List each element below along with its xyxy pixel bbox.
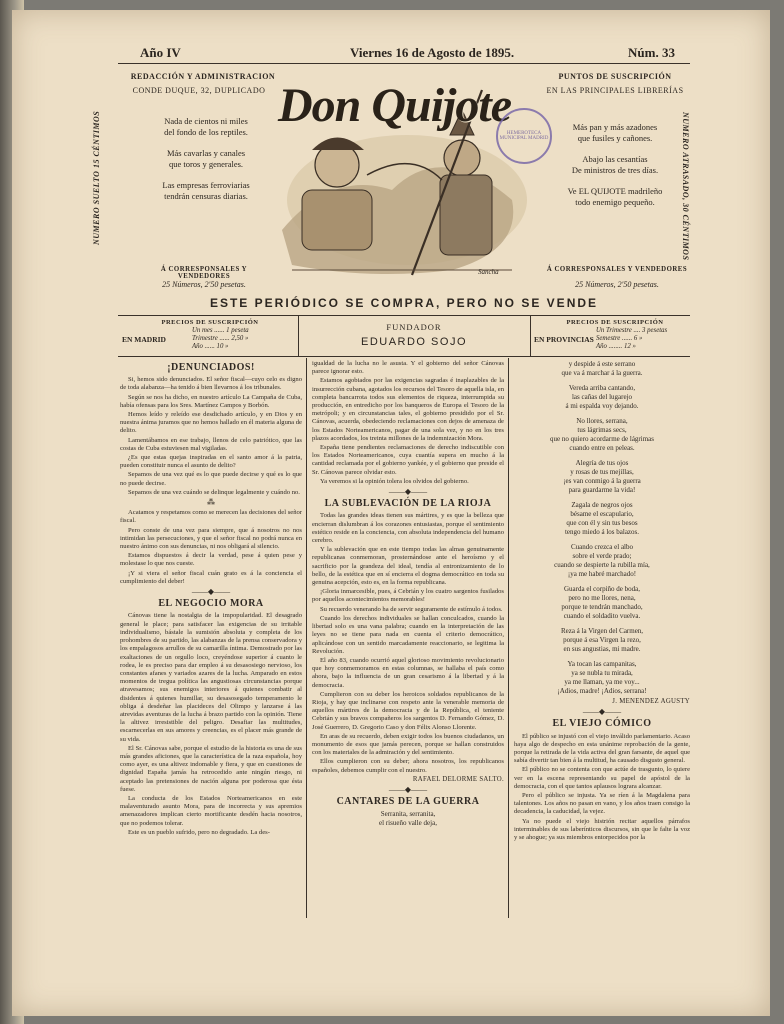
library-stamp: HEMEROTECA MUNICIPAL MADRID xyxy=(496,108,552,164)
asterism-ornament: ⁂ xyxy=(207,498,215,508)
paragraph: Acatamos y respetamos como se merecen las decisiones del señor fiscal. xyxy=(120,509,302,525)
paragraph: El público no se contenta con que actúe de trasgunto, lo quiere ver en la escena representando su papel de apóstol de la democracia, con el que tantos aplausos lograra alcanzar. xyxy=(514,766,690,790)
paragraph: Hemos leído y releído ese desdichado artículo, y en Dios y en nuestra ánima juramos que no hemos hallado en él materia alguna de delito. xyxy=(120,411,302,435)
right-slogans: Más pan y más azadones que fusiles y cañones. Abajo las cesantías De ministros de tres días. Ve EL QUIJOTE madrileño todo enemigo pequeño. xyxy=(567,122,663,207)
paragraph: Ya no puede el viejo histrión recitar aquellos párrafos interminables de sus laberínticos discursos, sin que le falte la voz y se ahogue; ya sus miembros entorpecidos por la xyxy=(514,817,690,842)
column-3 xyxy=(514,360,690,843)
paragraph: Este es un pueblo sufrido, pero no degradado. La des- xyxy=(128,828,270,836)
madrid-subs-title: PRECIOS DE SUSCRIPCIÓN xyxy=(161,319,259,326)
left-vertical-price: NUMERO SUELTO 15 CÉNTIMOS xyxy=(92,110,101,245)
paragraph: Estamos dispuestos á decir la verdad, pese á quien pese y molestase lo que nos cueste. xyxy=(120,552,302,568)
issue-year: Año IV xyxy=(140,45,181,60)
left-agents: Á CORRESPONSALES Y VENDEDORES xyxy=(160,266,248,280)
artist-signature: Sancha xyxy=(478,268,499,276)
prov-subs-title: PRECIOS DE SUSCRIPCIÓN xyxy=(566,319,664,326)
paragraph: En aras de su recuerdo, deben exigir todos los buenos ciudadanos, un monumento de esos que jamás perecen, porque se hallan construidos con los materiales de la admiración y del sentimiento. xyxy=(312,732,504,757)
column-divider-2 xyxy=(508,358,509,918)
heading-negocio-mora: EL NEGOCIO MORA xyxy=(158,598,264,610)
divider-ornament: ——◆—— xyxy=(388,487,428,497)
poem-signature: J. MENENDEZ AGUSTY xyxy=(612,698,690,705)
issue-date: Viernes 16 de Agosto de 1895. xyxy=(350,45,515,60)
right-agents-price: 25 Números, 2'50 pesetas. xyxy=(575,280,659,289)
heading-denunciados: ¡DENUNCIADOS! xyxy=(167,362,255,373)
paragraph: Cuando los derechos individuales se hallan conculcados, cuando la libertad solo es una vana palabra; cuando en la interpretación de las leyes no se tiene para nada en cuenta el criterio democrático, aplicándose con un sentido marcadamente reaccionario, se legitima la Revolución. xyxy=(312,614,504,655)
right-box-subtitle: EN LAS PRINCIPALES LIBRERÍAS xyxy=(546,86,684,95)
column-2 xyxy=(312,360,504,828)
heading-cantares: CANTARES DE LA GUERRA xyxy=(336,796,480,808)
paragraph: El año 83, cuando ocurrió aquel glorioso movimiento revolucionario que hoy conmemoramos en estas columnas, se hallaba el país como ahora, bajo la influencia de un gran cesarismo á la libertad y á la democracia. xyxy=(312,656,504,689)
poem-start: Serranita, serranita, el risueño valle deja, xyxy=(379,810,437,828)
paragraph: Pero conste de una vez para siempre, que á nosotros no nos intimidan las persecuciones, y que el señor fiscal no podrá nunca en nuestro ánimo con sus denuncias, ni nos obligará al silencio. xyxy=(120,526,302,551)
paragraph: Ellos cumplieron con su deber; ahora nosotros, los republicanos españoles, debemos cumplir con el nuestro. xyxy=(312,758,504,774)
poem-continued: y despide á este serrano que va á marchar á la guerra. Vereda arriba cantando, las cañas del lugarejo á mi espalda voy dejando. No llores, serrana, tus lágrimas secs, que no quiero acordarme de lágrimas cuando entre en peleas. Alegría de tus ojos y rosas de tus mejillas, ¡es van conmigo á la guerra para guardarme la vida! Zagala de negros ojos bésame el escapulario, que con él y sin tus besos tengo miedo á los balazos. Cuando crezca el albo sobre el verde prado; cuando se despierte la rubilla mía, ¡ya me habré marchado! Guarda el corpiño de boda, pero no me llores, nena, porque te tendrán manchado, cuando el soldadito vuelva. Reza á la Virgen del Carmen, porque á esa Virgen la rezo, en sus angustias, mi madre. Ya tocan las campanitas, ya se nubla tu mirada, ya me llaman, ya me voy... ¡Adios, madre! ¡Adios, serrana! xyxy=(550,360,654,695)
header-rule xyxy=(118,63,690,64)
masthead-title: Don Quijote xyxy=(278,79,512,132)
paragraph: Estamos agobiados por las exigencias sagradas é inaplazables de la insurrección cubana, agotados los recursos del Tesoro de aquella isla, en completa bancarrota todos sus elementos de riqueza, interrumpida su producción, en entredicho por los banqueros de Europa el Tesoro de la metrópoli; y en circunstancias tales, el gobierno presidido por el Sr. Cánovas, acuerda, obedeciendo reclamaciones con dejos de amenaza de los Estados Norteamericanos, pagar de una sola vez, y no en los tres plazos acordados, los treinta millones de la indemnización Mora. xyxy=(312,377,504,442)
banner-motto: ESTE PERIÓDICO SE COMPRA, PERO NO SE VENDE xyxy=(209,296,599,310)
left-agents-price: 25 Números, 2'50 pesetas. xyxy=(162,280,246,289)
left-slogans: Nada de cientos ni miles del fondo de los reptiles. Más cavarlas y canales que toros y generales. Las empresas ferroviarias tendrán censuras diarias. xyxy=(162,116,250,201)
madrid-label: EN MADRID xyxy=(122,335,166,344)
paragraph: Su recuerdo venerando ha de servir seguramente de estímulo á todos. xyxy=(320,605,503,613)
paragraph: La conducta de los Estados Norteamericanos en este malaventurado asunto Mora, para de incorrecta y sus apremios amenazadores implican cierto mortificante desdén hacia nosotros, que no podemos tolerar. xyxy=(120,794,302,827)
paragraph: Y la sublevación que en este tiempo todas las almas genuinamente republicanas conmemoran, prosternándose ante el heroísmo y el sacrificio por la grandeza del ideal, tendía al entronizamiento de lo bello, de la estética que en sí encierra el dogma democrático en toda su genuina acepción, esto es, en la forma republicana. xyxy=(312,546,504,587)
heading-viejo-comico: EL VIEJO CÓMICO xyxy=(552,718,652,730)
prov-label: EN PROVINCIAS xyxy=(534,335,594,344)
paragraph: El Sr. Cánovas sabe, porque el estudio de la historia es una de sus más grandes aficiones, que la característica de la raza española, hoy como ayer, es una altivez indomable y fiera, y que en cuestiones de dignidad España jamás ha retrocedido ante ningún riesgo, ni aceptado las pretensiones de nación alguna por poderosa que ésta fuese. xyxy=(120,744,302,793)
paragraph: Todas las grandes ideas tienen sus mártires, y es que la belleza que encierran dislumbran á los corazones entusiastas, porque el sentimiento estético reside en la conciencia, con absoluta independencia del humano cerebro. xyxy=(312,512,504,545)
paragraph: Cánovas tiene la nostalgia de la impopularidad. El desagrado general le place; para satisfacer las exigencias de su irritable individualismo, bástale la sumisión absoluta y completa de los prohombres de su partido, las alabanzas de la prensa conservadora y los empalagosos arrullos de su camarilla íntima. Demostrado por las exaltaciones de un orgullo loco, creyéndose superior á cuanto le rodea, le es preciso para dar empleo á su desasosiego nervioso, los constantes afanes y variados azares de la lucha. Amparado en estos momentos de tregua política las angustiosas circunstancias porque atravesamos; sus enemigos interiores á quienes combatir al disidentes á quienes humillar, su desasosegado temperamento le obliga á desdeñar las placideces del Olimpo y lanzarse á las atrevidas aventuras de la lucha á brazo partido con la opinión. Tiene la altivez irresistible del peligro. Desafiar las multitudes, escarnecerlas en sus amores y creencias, es el placer más grande de su vida. xyxy=(120,612,302,743)
founder-name: EDUARDO SOJO xyxy=(360,336,467,348)
author-signature: RAFAEL DELORME SALTO. xyxy=(412,775,504,783)
paragraph: ¡Gloria inmarcesible, pues, á Cebrián y los cuatro sargentos fusilados por aquellos acontecimientos memorables! xyxy=(312,588,504,604)
heading-sublevacion: LA SUBLEVACIÓN DE LA RIOJA xyxy=(324,498,492,510)
paragraph: Lamentábamos en ese trabajo, llenos de celo patriótico, que las costas de Cuba estuviesen mal vigiladas. xyxy=(120,436,302,452)
right-box-title: PUNTOS DE SUSCRIPCIÓN xyxy=(558,72,672,81)
issue-number: Núm. 33 xyxy=(628,45,675,60)
sub-divider-right xyxy=(530,316,531,356)
divider-ornament: ——◆—— xyxy=(582,707,622,717)
left-box-title: REDACCIÓN Y ADMINISTRACION xyxy=(130,72,276,81)
paragraph: igualdad de la lucha no le asusta. Y el gobierno del señor Cánovas parece ignorar esto. xyxy=(312,360,504,376)
paragraph: Sepamos de una vez qué es lo que puede decirse y qué es lo que no puede decirse. xyxy=(120,471,302,487)
right-agents: Á CORRESPONSALES Y VENDEDORES xyxy=(546,266,688,273)
madrid-price-table: Un mes ...... 1 peseta Trimestre ...... 2,50 » Año ...... 10 » xyxy=(192,327,249,350)
divider-ornament: ——◆—— xyxy=(191,587,231,597)
divider-ornament: ——◆—— xyxy=(388,784,428,794)
sub-divider-left xyxy=(298,316,299,356)
paragraph: Sepamos de una vez cuándo se delinque legalmente y cuándo no. xyxy=(128,488,300,496)
paragraph: El público se injustó con el viejo inválido parlamentario. Acaso haya algo de despecho en esta unánime reprobación de la gente, porque la retirada de la vida activa del gran farsante, de aquel que sabía divertir tan bien á la multitud, ha causado disgusto general. xyxy=(514,732,690,765)
paragraph: Si, hemos sido denunciados. El señor fiscal—cuyo celo es digno de toda alabanza—ha tenido á bien llevarnos á los tribunales. xyxy=(120,376,302,392)
paragraph: Según se nos ha dicho, en nuestro artículo La Campaña de Cuba, había ofensas para los Sres. Martínez Campos y Borbón. xyxy=(120,393,302,409)
founder-label: FUNDADOR xyxy=(386,322,442,332)
paragraph: ¿Es que estas quejas inspiradas en el santo amor á la patria, pueden constituir nunca el asunto de delito? xyxy=(120,454,302,470)
left-box-address: CONDE DUQUE, 32, DUPLICADO xyxy=(132,86,266,95)
paragraph: Ya veremos si la opinión tolera los olvidos del gobierno. xyxy=(320,477,469,485)
paragraph: España tiene pendientes reclamaciones de derecho indiscutible con los Estados Norteamericanos, cuya cuantía supera en mucho á la cantidad reclamada por el gobierno yankée, y el gobierno que preside el Sr. Cánovas parece olvidar esto. xyxy=(312,444,504,476)
prov-price-table: Un Trimestre .... 3 pesetas Semestre ...... 6 » Año ........ 12 » xyxy=(596,327,668,350)
paragraph: Pero el público se injusta. Ya se ríen á la Magdalena para talentones. Los años no pasan en vano, y los años traen consigo la decadencia, la caducidad, la vejez. xyxy=(514,792,690,816)
column-1 xyxy=(120,360,302,838)
column-divider-1 xyxy=(306,358,307,918)
paragraph: ¡Y si viera el señor fiscal cuán grato es á la conciencia el cumplimiento del deber! xyxy=(120,569,302,585)
right-vertical-price: NUMERO ATRASADO, 30 CÉNTIMOS xyxy=(681,112,690,261)
paragraph: Cumplieron con su deber los heroicos soldados republicanos de la Rioja, y hay que inclinarse con respeto ante la venerable memoria de aquellos mártires de la democracia y de la República, el teniente Cebrián y sus bravos compañeros los sargentos D. Fernando Gómez, D. José Guerrero, D. Gregorio Caso y don Félix Alonso Llorente. xyxy=(312,690,504,731)
